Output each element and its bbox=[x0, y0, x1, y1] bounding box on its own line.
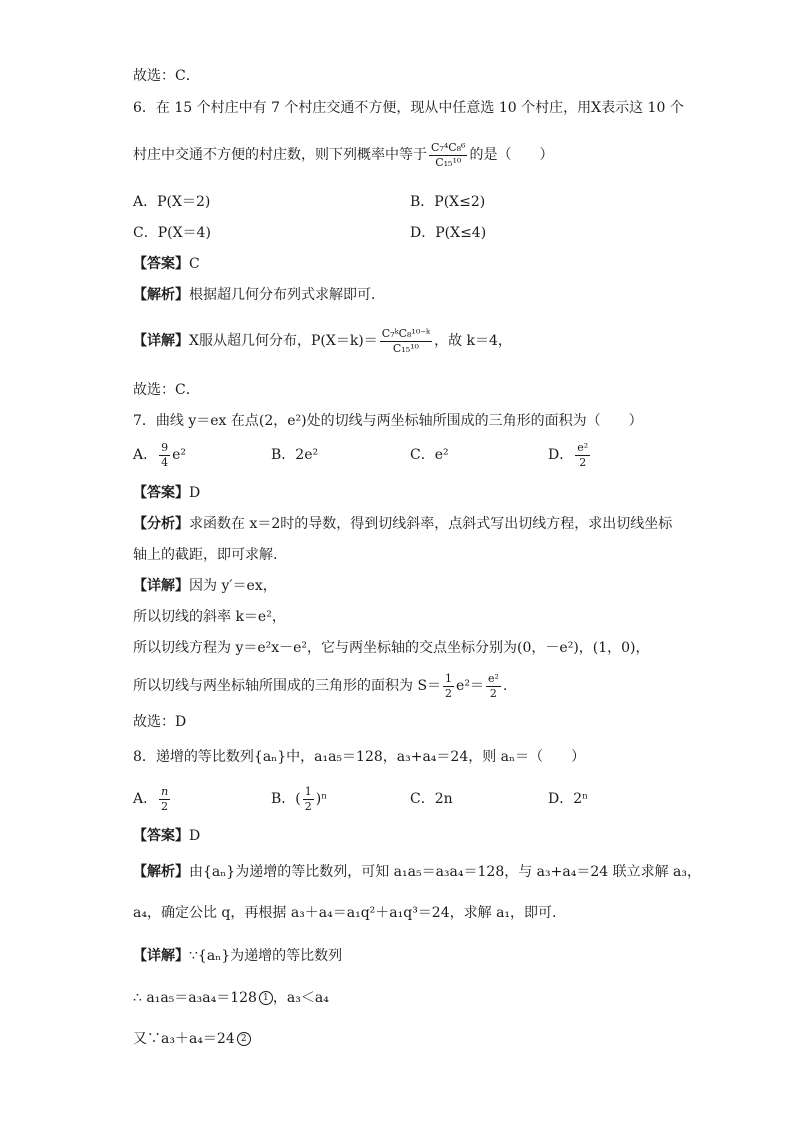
answer-tag: 【答案】 bbox=[133, 485, 189, 501]
detail-line-2: 所以切线的斜率 k＝e²， bbox=[133, 609, 286, 625]
analysis-text: 根据超几何分布列式求解即可． bbox=[189, 287, 385, 303]
answer-value: D bbox=[189, 828, 201, 844]
detail-line-4 bbox=[133, 669, 507, 703]
answer-line bbox=[133, 826, 200, 846]
fraction bbox=[159, 441, 170, 470]
analysis-line-2: a₄，确定公比 q，再根据 a₃＋a₄＝a₁q²＋a₁q³＝24，求解 a₁，即可. bbox=[133, 905, 557, 921]
analysis-line-2: 轴上的截距，即可求解. bbox=[133, 547, 278, 563]
analysis-line bbox=[133, 285, 385, 305]
numerator: C₇⁴C₈⁶ bbox=[431, 140, 466, 154]
denominator: 2 bbox=[579, 455, 587, 469]
detail-line bbox=[133, 576, 277, 596]
text: 村庄中交通不方便的村庄数，则下列概率中等于 bbox=[133, 147, 427, 163]
denominator: 2 bbox=[489, 686, 497, 700]
numerator: 1 bbox=[304, 784, 312, 798]
question-7-stem: 7．曲线 y＝ex 在点(2，e²)处的切线与两坐标轴所围成的三角形的面积为（ ） bbox=[133, 413, 643, 429]
text: ，故 k＝4， bbox=[434, 333, 512, 349]
text: 的是（ ） bbox=[469, 147, 554, 163]
option-d: D．P(X≤4) bbox=[410, 225, 487, 241]
detail-line-3: 所以切线方程为 y＝e²x－e²，它与两坐标轴的交点坐标分别为(0，－e²)，(1，0)， bbox=[133, 640, 650, 656]
text-line: 故选：C． bbox=[133, 382, 200, 398]
analysis-tag: 【解析】 bbox=[133, 287, 189, 303]
fraction bbox=[575, 441, 590, 470]
analysis-tag: 【分析】 bbox=[133, 516, 189, 532]
text: 所以切线与两坐标轴所围成的三角形的面积为 S＝ bbox=[133, 678, 442, 694]
option-b bbox=[271, 782, 327, 816]
fraction bbox=[303, 785, 314, 814]
option-d: D．2ⁿ bbox=[548, 791, 589, 807]
denominator: C₁₅¹⁰ bbox=[435, 155, 462, 169]
denominator: 2 bbox=[445, 686, 453, 700]
text-line: 故选：C． bbox=[133, 68, 200, 84]
option-a bbox=[133, 782, 172, 816]
text: D． bbox=[548, 447, 574, 463]
detail-tag: 【详解】 bbox=[133, 948, 189, 964]
option-b: B．2e² bbox=[271, 447, 319, 463]
option-c: C．2n bbox=[410, 791, 453, 807]
option-c: C．e² bbox=[410, 447, 449, 463]
analysis-text: 求函数在 x＝2时的导数，得到切线斜率，点斜式写出切线方程，求出切线坐标 bbox=[189, 516, 673, 532]
denominator: 2 bbox=[161, 799, 169, 813]
text: X服从超几何分布，P(X＝k)＝ bbox=[189, 333, 378, 349]
denominator: 2 bbox=[304, 799, 312, 813]
detail-line-3 bbox=[133, 1029, 251, 1049]
text: 又∵a₃＋a₄＝24 bbox=[133, 1031, 235, 1047]
detail-text: 因为 y′＝ex， bbox=[189, 578, 277, 594]
numerator: e² bbox=[577, 440, 589, 454]
analysis-line bbox=[133, 514, 672, 534]
numerator: 1 bbox=[445, 671, 453, 685]
numerator: n bbox=[161, 784, 169, 798]
fraction bbox=[159, 785, 170, 814]
fraction bbox=[429, 141, 467, 170]
option-c: C．P(X＝4) bbox=[133, 225, 211, 241]
question-6-stem: 6．在 15 个村庄中有 7 个村庄交通不方便，现从中任意选 10 个村庄，用X表示这 10 个 bbox=[133, 100, 684, 116]
option-b: B．P(X≤2) bbox=[410, 194, 486, 210]
text: ，a₃＜a₄ bbox=[272, 990, 329, 1006]
text: e²＝ bbox=[456, 678, 484, 694]
answer-tag: 【答案】 bbox=[133, 828, 189, 844]
text: )ⁿ bbox=[315, 791, 328, 807]
answer-value: C bbox=[189, 256, 200, 272]
denominator: C₁₅¹⁰ bbox=[392, 341, 419, 355]
fraction bbox=[380, 327, 432, 356]
option-a bbox=[133, 438, 186, 472]
answer-line bbox=[133, 483, 200, 503]
option-d bbox=[548, 438, 592, 472]
analysis-tag: 【解析】 bbox=[133, 864, 189, 880]
numerator: e² bbox=[487, 671, 499, 685]
numerator: C₇ᵏC₈¹⁰⁻ᵏ bbox=[381, 326, 431, 340]
numerator: 9 bbox=[161, 440, 169, 454]
fraction bbox=[443, 672, 454, 701]
detail-line-2 bbox=[133, 988, 329, 1008]
text: ∴ a₁a₅＝a₃a₄＝128 bbox=[133, 990, 257, 1006]
circled-number: 1 bbox=[259, 991, 273, 1005]
answer-line bbox=[133, 254, 200, 274]
option-a: A．P(X＝2) bbox=[133, 194, 211, 210]
detail-tag: 【详解】 bbox=[133, 578, 189, 594]
text: . bbox=[502, 678, 508, 694]
detail-tag: 【详解】 bbox=[133, 333, 189, 349]
detail-line bbox=[133, 323, 512, 359]
circled-number: 2 bbox=[237, 1032, 251, 1046]
fraction bbox=[486, 672, 501, 701]
text: e² bbox=[172, 447, 187, 463]
analysis-line bbox=[133, 862, 701, 882]
answer-value: D bbox=[189, 485, 201, 501]
question-6-stem-2 bbox=[133, 138, 553, 172]
text-line: 故选：D bbox=[133, 714, 187, 730]
text: A． bbox=[133, 447, 158, 463]
text: A． bbox=[133, 791, 158, 807]
answer-tag: 【答案】 bbox=[133, 256, 189, 272]
text: B．( bbox=[271, 791, 301, 807]
question-8-stem: 8．递增的等比数列{aₙ}中，a₁a₅＝128，a₃+a₄＝24，则 aₙ＝（ ） bbox=[133, 749, 586, 765]
analysis-text: 由{aₙ}为递增的等比数列，可知 a₁a₅＝a₃a₄＝128，与 a₃+a₄＝24 联立求解 a₃， bbox=[189, 864, 701, 880]
detail-text: ∵{aₙ}为递增的等比数列 bbox=[189, 948, 343, 964]
denominator: 4 bbox=[161, 455, 169, 469]
detail-line bbox=[133, 946, 342, 966]
